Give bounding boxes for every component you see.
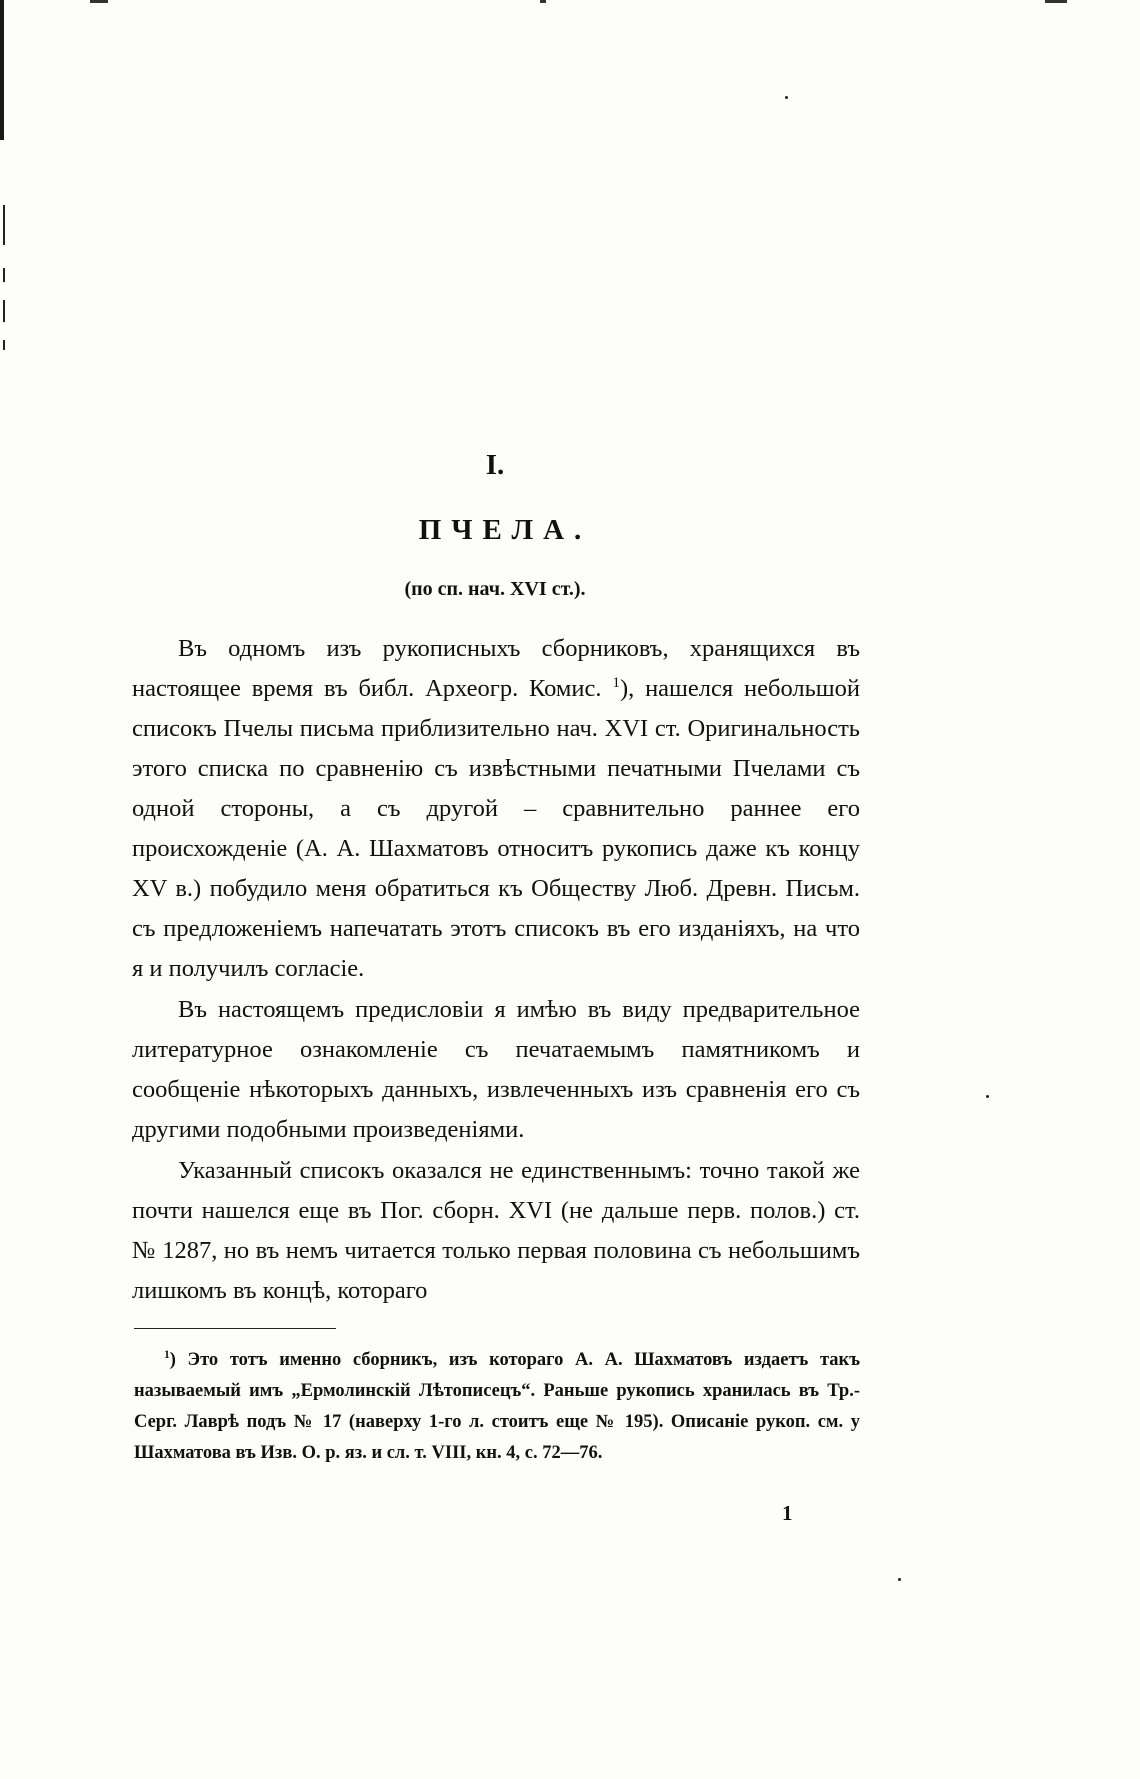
footnote-reference: 1 — [612, 673, 620, 691]
scan-top-mark — [1045, 0, 1067, 3]
body-paragraph: Указанный списокъ оказался не единственнымъ: точно такой же почти нашелся еще въ Пог. сборн. XVI (не дальше перв. полов.) ст. № 1287, но въ немъ читается только первая половина съ небольшимъ лишкомъ въ концѣ, котораго — [132, 1157, 860, 1304]
chapter-title: ПЧЕЛА. — [418, 514, 592, 546]
scan-edge-mark — [3, 300, 5, 322]
body-paragraph: Въ настоящемъ предисловіи я имѣю въ виду предварительное литературное ознакомленіе съ печатаемымъ памятникомъ и сообщеніе нѣкоторыхъ данныхъ, извлеченныхъ изъ сравненія его съ другими подобными произведеніями. — [132, 996, 860, 1143]
footnote-divider — [134, 1328, 336, 1329]
footnote-marker: 1 — [164, 1348, 170, 1361]
page-number: 1 — [782, 1501, 793, 1525]
paragraph-text: Въ одномъ изъ рукописныхъ сборниковъ, хранящихся въ настоящее время въ библ. Археогр. Комис. — [132, 635, 860, 702]
scan-edge-mark — [0, 0, 4, 140]
chapter-number: I. — [485, 449, 505, 481]
paragraph-text: ), нашелся небольшой списокъ Пчелы письма приблизительно нач. XVI ст. Оригинальность этого списка по сравненію съ извѣстными печатными Пчелами съ одной стороны, а съ другой – сравнительно раннее его происхожденіе (А. А. Шахматовъ относитъ рукопись даже къ концу XV в.) побудило меня обратиться къ Обществу Люб. Древн. Письм. съ предложеніемъ напечатать этотъ списокъ въ его изданіяхъ, на что я и получилъ согласіе. — [132, 675, 860, 982]
scan-top-mark — [90, 0, 108, 3]
footnote — [134, 1345, 860, 1469]
footnote-text: ) Это тотъ именно сборникъ, изъ котораго А. А. Шахматовъ издаетъ такъ называемый имъ „Ермолинскій Лѣтописецъ“. Раньше рукопись хранилась въ Тр.-Серг. Лаврѣ подъ № 17 (наверху 1-го л. стоитъ еще № 195). Описаніе рукоп. см. у Шахматова въ Изв. О. р. яз. и сл. т. VIII, кн. 4, с. 72—76. — [134, 1350, 860, 1463]
scan-speck — [986, 1095, 989, 1098]
scan-edge-mark — [3, 268, 5, 282]
scan-top-mark — [540, 0, 546, 3]
body-paragraph — [132, 629, 860, 989]
scan-speck — [898, 1578, 901, 1581]
scan-speck — [785, 96, 788, 99]
chapter-subtitle: (по сп. нач. XVI ст.). — [404, 578, 586, 600]
scan-edge-mark — [3, 205, 5, 245]
scan-edge-mark — [3, 340, 5, 350]
